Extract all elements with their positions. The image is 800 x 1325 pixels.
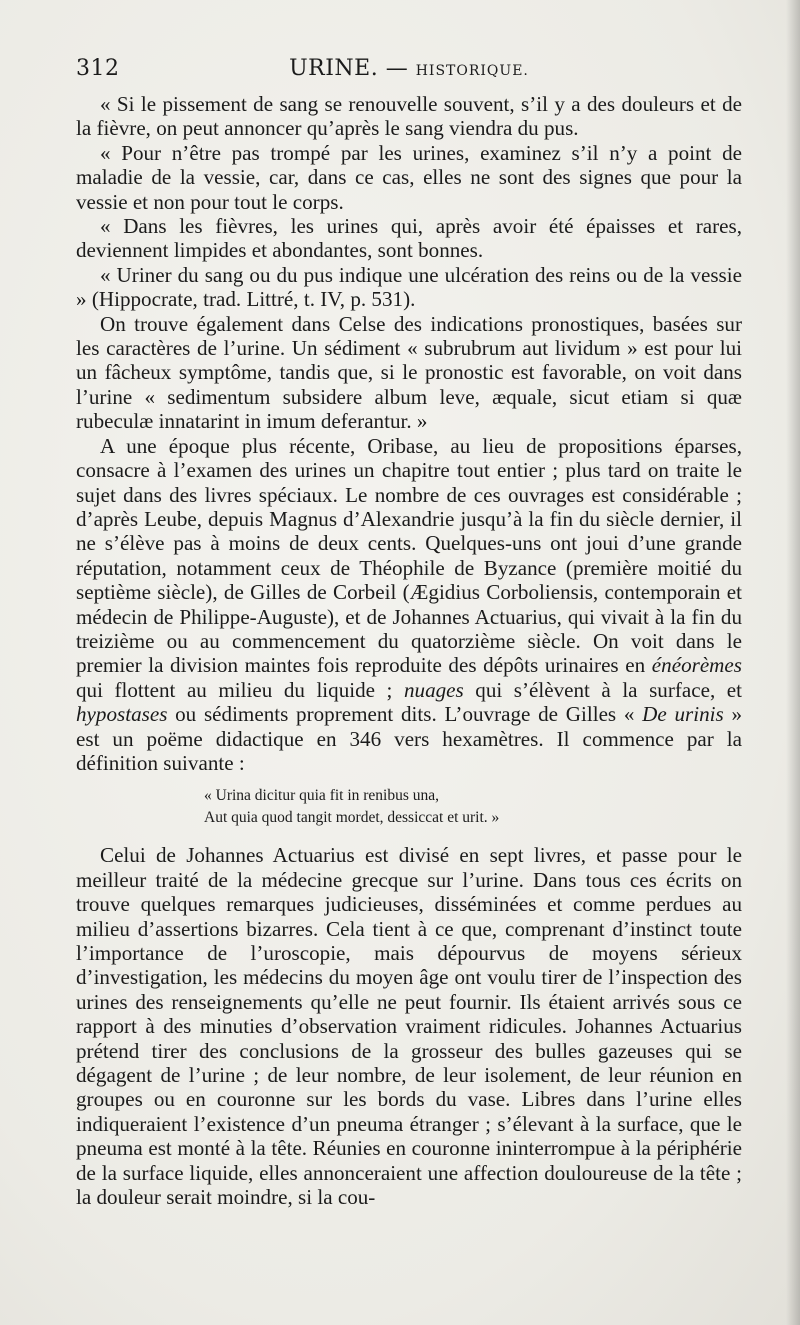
text-run: » est un poëme didactique en 346 vers hexamètres. Il commence par la définition suivante :: [76, 702, 742, 775]
paragraph: « Si le pissement de sang se renouvelle souvent, s’il y a des douleurs et de la fièvre, on peut annoncer qu’après le sang viendra du pus.: [76, 92, 742, 141]
paragraph: « Dans les fièvres, les urines qui, après avoir été épaisses et rares, deviennent limpides et abondantes, sont bonnes.: [76, 214, 742, 263]
running-title: [76, 56, 742, 81]
paragraph: « Pour n’être pas trompé par les urines, examinez s’il n’y a point de maladie de la vessie, car, dans ce cas, elles ne sont des signes que pour la vessie et non pour tout le corps.: [76, 140, 742, 214]
italic-term-nuages: nuages: [403, 677, 464, 702]
text-run: A une époque plus récente, Oribase, au lieu de propositions éparses, consacre à l’examen des urines un chapitre tout entier ; plus tard on traite le sujet dans des livres spéciaux. Le nombre de ces ouvrages est considérable ; d’après Leube, depuis Magnus d’Alexandrie jusqu’à la fin du siècle dernier, il ne s’élève pas à moins de deux cents. Quelques-uns ont joui d’une grande réputation, notamment ceux de Théophile de Byzance (première moitié du septième siècle), de Gilles de Corbeil (Ægidius Corboliensis, contemporain et médecin de Philippe-Auguste), et de Johannes Actuarius, qui vivait à la fin du treizième ou au commencement du quatorzième siècle. On voit dans le premier la division maintes fois reproduite des dépôts urinaires en: [76, 433, 742, 678]
running-title-main: URINE.: [289, 56, 379, 81]
paragraph-oribase: [76, 434, 742, 776]
body-text: [76, 92, 742, 1209]
italic-title-de-urinis: De urinis: [642, 702, 724, 727]
page-number: 312: [76, 56, 120, 81]
paragraph: Celui de Johannes Actuarius est divisé en sept livres, et passe pour le meilleur traité de la médecine grecque sur l’urine. Dans tous ces écrits on trouve quelques remarques judicieuses, disséminées et comme perdues au milieu d’assertions bizarres. Cela tient à ce que, comprenant d’instinct toute l’importance de l’uroscopie, mais dépourvus de moyens sérieux d’investigation, les médecins du moyen âge ont voulu tirer de l’inspection des urines des renseignements qu’elle ne peut fournir. Ils étaient arrivés sous ce rapport à des minuties d’observation vraiment ridicules. Johannes Actuarius prétend tirer des conclusions de la grosseur des bulles gazeuses qui se dégagent de l’urine ; de leur nombre, de leur isolement, de leur réunion en groupes ou en couronne sur les bords du vase. Libres dans l’urine elles indiqueraient l’existence d’un pneuma étranger ; s’élevant à la surface, que le pneuma est monté à la tête. Réunies en couronne ininterrompue à la périphérie de la surface liquide, elles annonceraient une affection douloureuse de la tête ; la douleur serait moindre, si la cou-: [76, 843, 742, 1210]
verse-line: Aut quia quod tangit mordet, dessiccat et urit. »: [204, 809, 500, 827]
running-title-separator: —: [378, 56, 416, 81]
running-title-section: HISTORIQUE.: [415, 63, 529, 79]
italic-term-hypostases: hypostases: [76, 702, 168, 727]
paragraph: On trouve également dans Celse des indications pronostiques, basées sur les caractères de l’urine. Un sédiment « subrubrum aut lividum » est pour lui un fâcheux symptôme, tandis que, si le pronostic est favorable, on voit dans l’urine « sedimentum subsidere album leve, æquale, sicut etiam si quæ rubeculæ innatarint in imum deferantur. »: [76, 311, 742, 434]
page-gutter-shadow: [786, 0, 800, 1325]
verse-line: « Urina dicitur quia fit in renibus una,: [204, 787, 440, 805]
verse-quotation: [76, 785, 742, 829]
running-header: [76, 48, 742, 88]
italic-term-eneoremes: énéorèmes: [651, 653, 742, 678]
text-run: ou sédiments proprement dits. L’ouvrage de Gilles «: [167, 702, 643, 727]
text-run: qui flottent au milieu du liquide ;: [76, 677, 404, 702]
text-run: qui s’élèvent à la surface, et: [463, 677, 742, 702]
paragraph: « Uriner du sang ou du pus indique une ulcération des reins ou de la vessie » (Hippocrate, trad. Littré, t. IV, p. 531).: [76, 262, 742, 312]
